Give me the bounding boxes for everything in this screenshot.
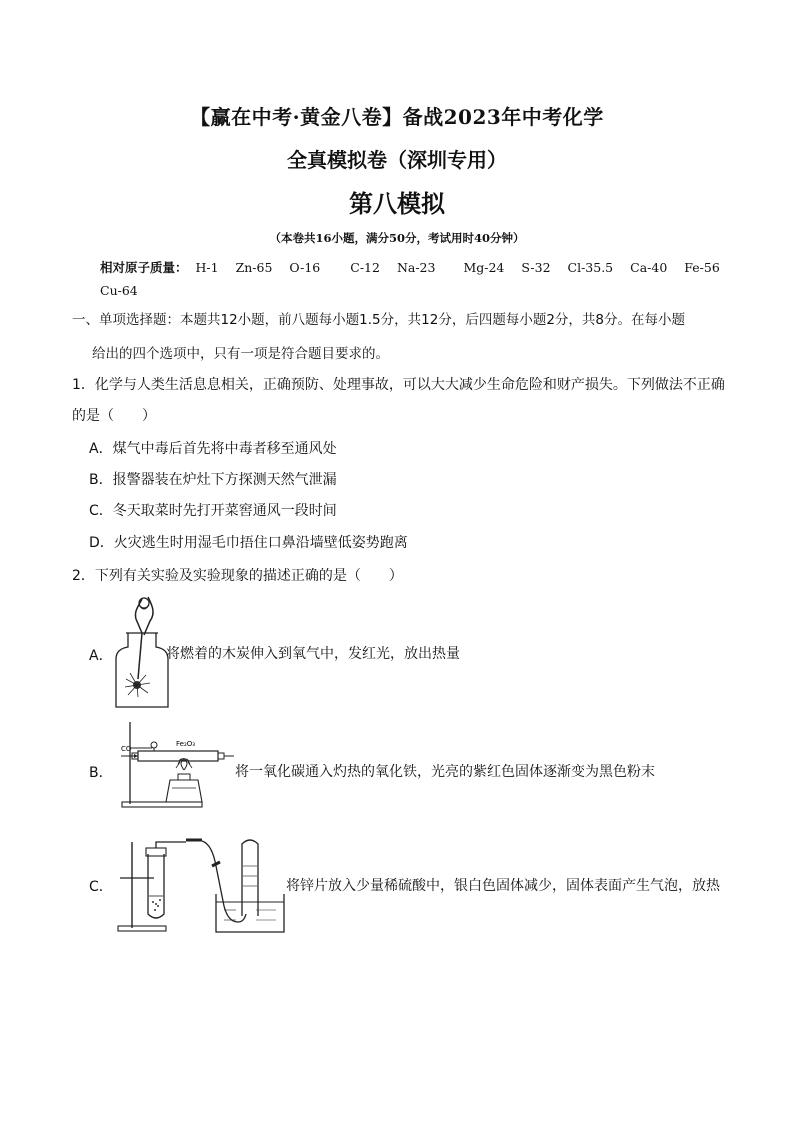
mass-item: Cl-35.5 <box>567 260 614 275</box>
question-1-option-b: B．报警器装在炉灶下方探测天然气泄漏 <box>89 472 337 488</box>
charcoal-in-oxygen-figure <box>112 593 172 711</box>
atomic-masses <box>100 258 733 276</box>
question-2-option-c-letter: C． <box>89 879 113 895</box>
mass-item: S-32 <box>521 260 551 275</box>
fe2o3-label: Fe₂O₃ <box>176 740 196 748</box>
exam-note: （本卷共16小题，满分50分，考试用时40分钟） <box>269 231 525 245</box>
question-2-option-a-letter: A． <box>89 648 113 664</box>
mass-item: Fe-56 <box>684 260 720 275</box>
question-2-option-b-text: 将一氧化碳通入灼热的氧化铁，光亮的紫红色固体逐渐变为黑色粉末 <box>235 764 655 780</box>
section-instructions-line2: 给出的四个选项中，只有一项是符合题目要求的。 <box>92 346 389 362</box>
question-1-stem: 1．化学与人类生活息息相关，正确预防、处理事故，可以大大减少生命危险和财产损失。下列做法不正确 <box>72 377 725 393</box>
question-1-option-d: D．火灾逃生时用湿毛巾捂住口鼻沿墙壁低姿势跑离 <box>89 535 408 551</box>
exam-title-line3: 第八模拟 <box>349 189 445 218</box>
question-2-option-a-text: 将燃着的木炭伸入到氧气中，发红光，放出热量 <box>166 646 460 662</box>
section-instructions-line1: 一、单项选择题：本题共12小题，前八题每小题1.5分，共12分，后四题每小题2分，共8分。在每小题 <box>72 312 686 328</box>
mass-item: Mg-24 <box>463 260 505 275</box>
co-reduction-apparatus-figure <box>118 718 236 810</box>
mass-item-last: Cu-64 <box>100 283 138 298</box>
co-gas-label: CO <box>121 745 132 753</box>
exam-title-line1: 【赢在中考·黄金八卷】备战2023年中考化学 <box>190 105 604 129</box>
mass-item: Zn-65 <box>235 260 273 275</box>
exam-title-line2: 全真模拟卷（深圳专用） <box>287 148 507 172</box>
question-1-option-a: A．煤气中毒后首先将中毒者移至通风处 <box>89 441 337 457</box>
question-1-stem-cont: 的是（ ） <box>72 408 156 424</box>
mass-item: Ca-40 <box>630 260 668 275</box>
question-1-option-c: C．冬天取菜时先打开菜窖通风一段时间 <box>89 503 337 519</box>
zinc-acid-gas-collection-figure <box>112 836 290 934</box>
mass-item: H-1 <box>195 260 219 275</box>
question-2-stem: 2．下列有关实验及实验现象的描述正确的是（ ） <box>72 568 403 584</box>
atomic-masses-label: 相对原子质量： <box>100 260 188 275</box>
mass-item: C-12 <box>350 260 380 275</box>
mass-item: Na-23 <box>396 260 436 275</box>
question-2-option-c-text: 将锌片放入少量稀硫酸中，银白色固体减少，固体表面产生气泡，放热 <box>286 878 720 894</box>
mass-item: O-16 <box>289 260 321 275</box>
question-2-option-b-letter: B． <box>89 765 113 781</box>
